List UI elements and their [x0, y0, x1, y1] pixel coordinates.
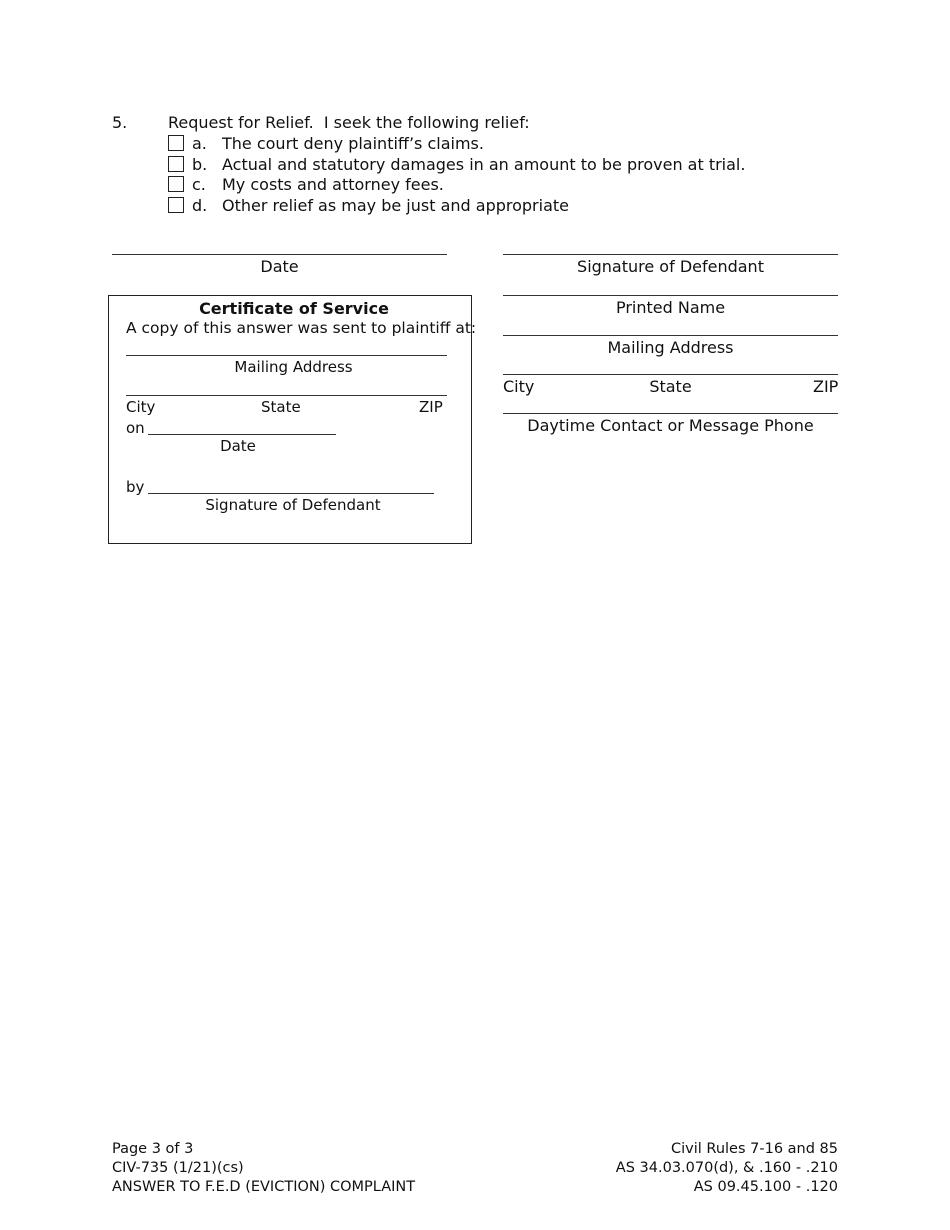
- date-signature-line[interactable]: [112, 254, 447, 255]
- footer-statute-1: AS 34.03.070(d), & .160 - .210: [615, 1160, 838, 1176]
- defendant-mailing-address-label: Mailing Address: [607, 338, 734, 357]
- footer-page: Page 3 of 3: [112, 1141, 194, 1157]
- relief-item-d: [168, 195, 569, 215]
- defendant-city-label: City: [503, 377, 535, 396]
- cert-mailing-address-line[interactable]: [126, 355, 447, 356]
- relief-a-letter: a.: [192, 133, 207, 153]
- printed-name-label: Printed Name: [615, 298, 726, 317]
- relief-c-letter: c.: [192, 174, 206, 194]
- relief-c-checkbox[interactable]: [168, 176, 184, 192]
- relief-item-a: [168, 133, 484, 153]
- section-number: 5.: [112, 113, 128, 132]
- footer-form-title: ANSWER TO F.E.D (EVICTION) COMPLAINT: [112, 1179, 416, 1195]
- defendant-state-label: State: [649, 377, 692, 396]
- relief-d-letter: d.: [192, 195, 208, 215]
- relief-b-letter: b.: [192, 154, 208, 174]
- certificate-title: Certificate of Service: [199, 299, 389, 318]
- cert-city-label: City: [126, 398, 156, 416]
- printed-name-line[interactable]: [503, 295, 838, 296]
- defendant-signature-line[interactable]: [503, 254, 838, 255]
- footer-rules: Civil Rules 7-16 and 85: [671, 1141, 838, 1157]
- relief-item-c: [168, 174, 444, 194]
- cert-signature-line[interactable]: [148, 493, 434, 494]
- defendant-zip-label: ZIP: [813, 377, 839, 396]
- footer-left: [112, 1140, 415, 1197]
- relief-a-text: The court deny plaintiff’s claims.: [222, 133, 484, 153]
- relief-b-checkbox[interactable]: [168, 156, 184, 172]
- cert-mailing-address-label: Mailing Address: [234, 358, 353, 376]
- relief-item-b: [168, 154, 745, 174]
- cert-date-line[interactable]: [148, 434, 336, 435]
- cert-date-label: Date: [220, 437, 256, 455]
- certificate-intro: A copy of this answer was sent to plaintiff at:: [126, 319, 477, 337]
- cert-city-state-zip-line[interactable]: [126, 395, 447, 396]
- relief-d-text: Other relief as may be just and appropriate: [222, 195, 569, 215]
- cert-on-label: on: [126, 419, 145, 437]
- date-label: Date: [260, 257, 299, 276]
- cert-zip-label: ZIP: [419, 398, 443, 416]
- relief-d-checkbox[interactable]: [168, 197, 184, 213]
- footer-right: [616, 1140, 838, 1197]
- cert-by-label: by: [126, 478, 145, 496]
- cert-signature-label: Signature of Defendant: [205, 496, 381, 514]
- relief-b-text: Actual and statutory damages in an amount to be proven at trial.: [222, 154, 746, 174]
- cert-state-label: State: [261, 398, 301, 416]
- section-title: Request for Relief. I seek the following relief:: [168, 113, 530, 132]
- defendant-mailing-address-line[interactable]: [503, 335, 838, 336]
- defendant-signature-label: Signature of Defendant: [577, 257, 764, 276]
- defendant-phone-label: Daytime Contact or Message Phone: [527, 416, 814, 435]
- defendant-city-state-zip-line[interactable]: [503, 374, 838, 375]
- defendant-phone-line[interactable]: [503, 413, 838, 414]
- relief-c-text: My costs and attorney fees.: [222, 174, 444, 194]
- footer-form-id: CIV-735 (1/21)(cs): [112, 1160, 244, 1176]
- footer-statute-2: AS 09.45.100 - .120: [693, 1179, 838, 1195]
- relief-a-checkbox[interactable]: [168, 135, 184, 151]
